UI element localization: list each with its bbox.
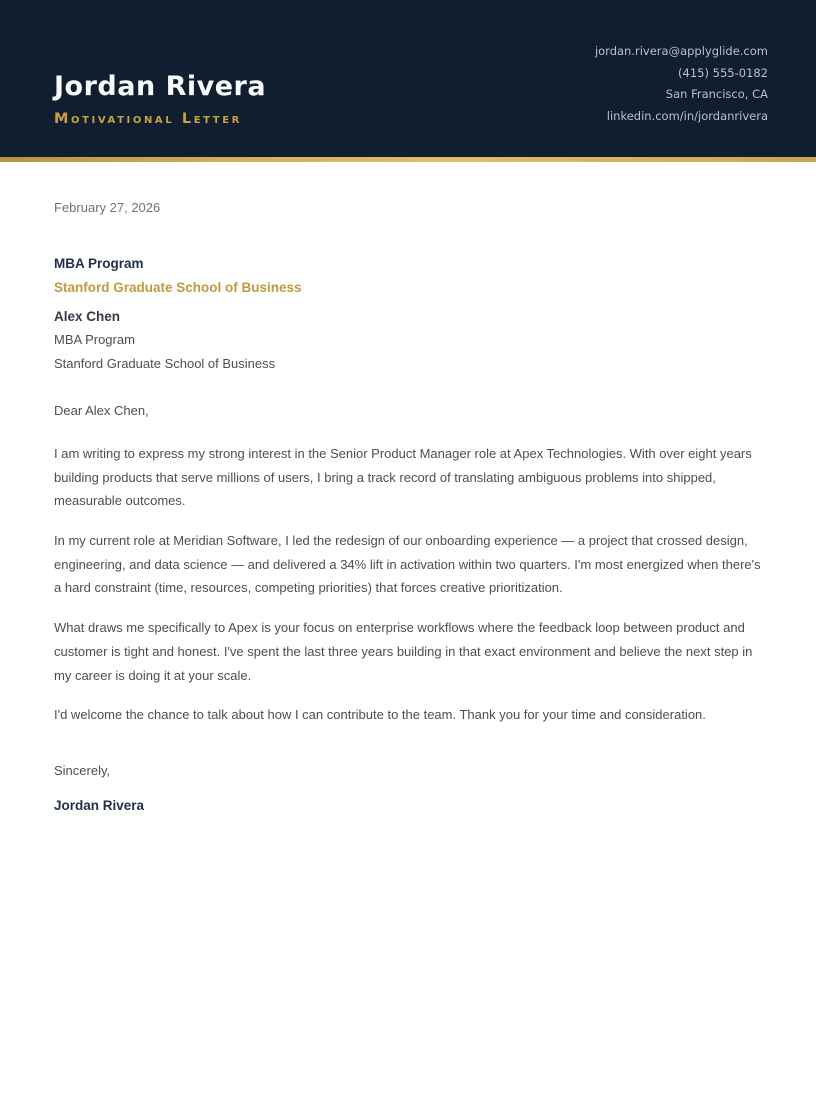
author-name: Jordan Rivera <box>54 71 267 102</box>
paragraph-call-to-action: I'd welcome the chance to talk about how I can contribute to the team. Thank you for your time and consideration. <box>54 707 706 723</box>
recipient-contact-program: MBA Program <box>54 332 135 348</box>
letter-date: February 27, 2026 <box>54 200 161 215</box>
paragraph-motivation: What draws me specifically to Apex is your focus on enterprise workflows where the feedback loop between product and customer is tight and honest. I've spent the last three years building in that exact environment and believe the next step in my career is doing it at your scale. <box>54 620 753 683</box>
recipient-contact-school: Stanford Graduate School of Business <box>54 355 276 371</box>
page-header <box>0 0 816 157</box>
contact-phone: (415) 555-0182 <box>678 65 768 80</box>
recipient-school-heading: Stanford Graduate School of Business <box>54 280 302 295</box>
letter-body <box>0 162 816 817</box>
identity-block <box>54 72 266 127</box>
recipient-person <box>54 305 768 375</box>
recipient-organization <box>54 252 768 300</box>
contact-block <box>595 41 768 127</box>
contact-linkedin: linkedin.com/in/jordanrivera <box>606 108 768 123</box>
document-subtitle: Motivational Letter <box>54 111 242 127</box>
paragraph-current-role: In my current role at Meridian Software, I led the redesign of our onboarding experience — a project that crossed design, engineering, and data science — and delivered a 34% lift in activation within two quarters. I'm most energized when there's a hard constraint (time, resources, competing priorities) that forces creative prioritization. <box>54 533 761 596</box>
salutation: Dear Alex Chen, <box>54 403 149 419</box>
recipient-program-heading: MBA Program <box>54 256 144 271</box>
contact-email: jordan.rivera@applyglide.com <box>594 44 768 58</box>
signature-name: Jordan Rivera <box>54 797 145 813</box>
contact-location: San Francisco, CA <box>665 87 768 102</box>
recipient-contact-name: Alex Chen <box>54 309 121 324</box>
closing-line: Sincerely, <box>54 762 111 778</box>
paragraph-intro: I am writing to express my strong interest in the Senior Product Manager role at Apex Technologies. With over eight years building products that serve millions of users, I bring a track record of translating ambiguous problems into shipped, measurable outcomes. <box>54 445 752 509</box>
